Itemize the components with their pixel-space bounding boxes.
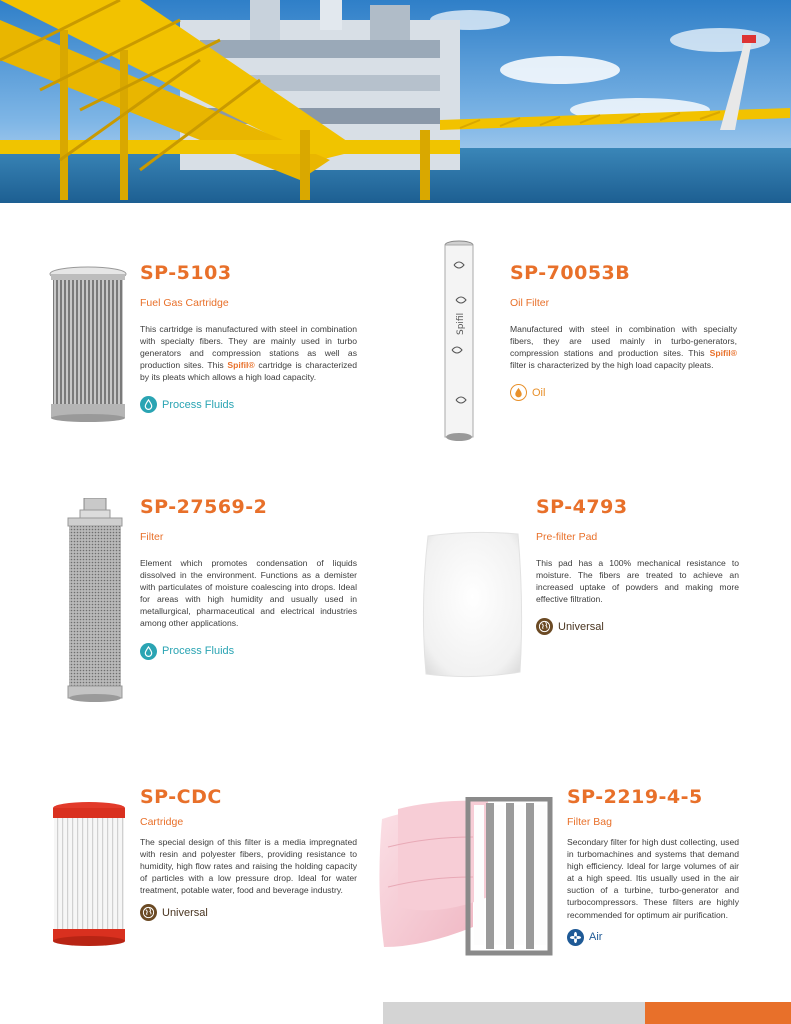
- globe-icon: [536, 618, 553, 635]
- product-name: Cartridge: [140, 816, 184, 828]
- hero-banner: [0, 0, 791, 203]
- fan-icon: [567, 929, 584, 946]
- product-name: Oil Filter: [510, 297, 550, 309]
- product-code: SP-CDC: [140, 786, 222, 808]
- product-code: SP-2219-4-5: [567, 786, 703, 808]
- product-code: SP-5103: [140, 262, 232, 284]
- product-code: SP-70053B: [510, 262, 631, 284]
- globe-icon: [140, 904, 157, 921]
- product-name: Filter: [140, 531, 164, 543]
- water-drop-icon: [140, 643, 157, 660]
- water-drop-icon: [140, 396, 157, 413]
- product-description: Manufactured with steel in combination with specialty fibers, they are used mainly in turbo-generators, compression stations and production sites. This Spifil® filter is characterized by the high load capacity pleats.: [510, 324, 737, 371]
- product-sp-2219-4-5: [567, 786, 739, 946]
- tall-oil-filter-image: [444, 240, 474, 442]
- product-description: This pad has a 100% mechanical resistance to moisture. The fibers are treated to achieve an increased uptake of powders and making more effective filtration.: [536, 558, 739, 605]
- offshore-platform-photo: [0, 0, 791, 203]
- product-name: Pre-filter Pad: [536, 531, 598, 543]
- application-tag: [140, 396, 357, 413]
- product-sp-4793: [536, 496, 739, 635]
- product-sp-5103: [140, 262, 357, 413]
- application-tag: [567, 929, 739, 946]
- pleated-steel-cartridge-image: [48, 266, 128, 423]
- pink-filter-bag-image: [378, 797, 554, 959]
- product-sp-27569-2: [140, 496, 357, 660]
- tag-label: Process Fluids: [162, 398, 235, 411]
- product-sp-70053b: [510, 262, 737, 401]
- footer-bar-orange: [645, 1002, 791, 1024]
- tag-label: Universal: [558, 620, 604, 633]
- application-tag: [536, 618, 739, 635]
- product-description: Element which promotes condensation of liquids dissolved in the environment. Functions as a demister with particulates of moisture coalescing into drops. Ideal for areas with high humidity and usually used in metallurgical, pharmaceutical and electrical industries among other applications.: [140, 558, 357, 629]
- tag-label: Oil: [532, 386, 546, 399]
- tag-label: Process Fluids: [162, 645, 235, 658]
- pleated-cartridge-red-caps-image: [52, 801, 126, 947]
- application-tag: [510, 384, 737, 401]
- oil-drop-icon: [510, 384, 527, 401]
- product-description: Secondary filter for high dust collecting, used in turbomachines and systems that demand high efficiency. Ideal for large volumes of air at a high speed. Itis usually used in the air suction of a turbine, turbo-generator and turbocompressors. These filters are highly recommended for optimum air purification.: [567, 837, 739, 920]
- product-description: This cartridge is manufactured with steel in combination with specialty fibers. They are mainly used in turbo generators and compression stations as well as production sites. This Spifil® cartridge is characterized by its pleats which allows a high load capacity.: [140, 324, 357, 383]
- brand-name: Spifil®: [227, 360, 255, 371]
- product-code: SP-4793: [536, 496, 628, 518]
- application-tag: [140, 643, 357, 660]
- application-tag: [140, 904, 357, 921]
- product-name: Fuel Gas Cartridge: [140, 297, 229, 309]
- tag-label: Air: [589, 931, 603, 944]
- product-sp-cdc: [140, 786, 357, 921]
- product-name: Filter Bag: [567, 816, 612, 828]
- steel-mesh-filter-image: [64, 498, 126, 703]
- footer-bar-gray: [383, 1002, 645, 1024]
- tag-label: Universal: [162, 906, 208, 919]
- white-prefilter-pad-image: [420, 530, 524, 680]
- product-code: SP-27569-2: [140, 496, 268, 518]
- product-description: The special design of this filter is a media impregnated with resin and polyester fibers, providing resistance to humidity, high flow rates and raising the holding capacity of particles with a low pressure drop. Ideal for water treatment, potable water, food and beverage industry.: [140, 837, 357, 896]
- spifil-logo: Spifil: [456, 312, 466, 335]
- brand-name: Spifil®: [709, 348, 737, 359]
